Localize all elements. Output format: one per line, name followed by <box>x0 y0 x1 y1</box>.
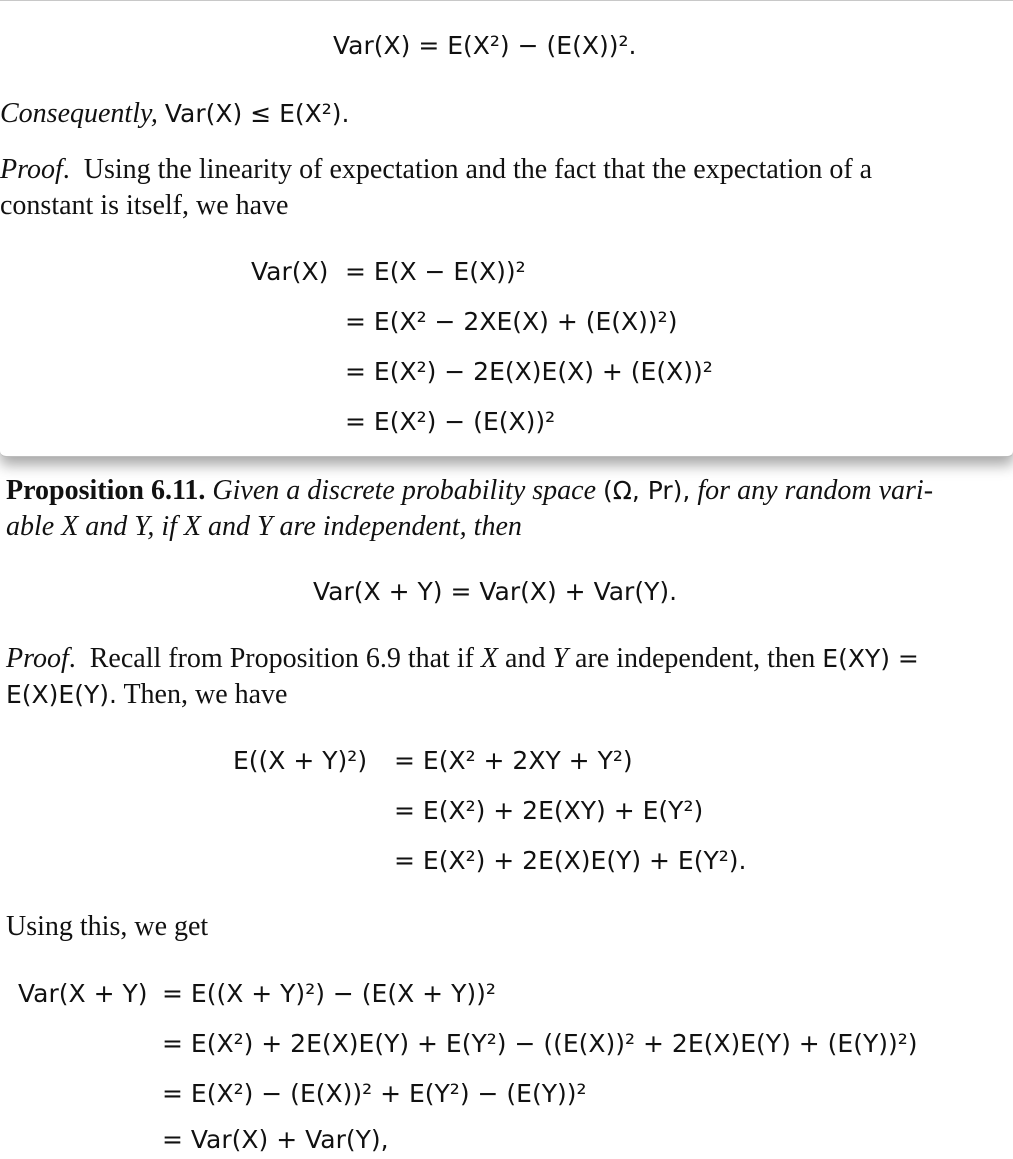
proof-paragraph-line-2: constant is itself, we have <box>0 190 289 221</box>
proposition-text-2: able X and Y, if X and Y are independent, then <box>6 511 522 542</box>
final-row-1: = E((X + Y)²) − (E(X + Y))² <box>162 979 496 1008</box>
proof-paragraph-line-1: Proof. Using the linearity of expectation and the fact that the expectation of a <box>0 154 873 185</box>
derivation-row-1: = E(X − E(X))² <box>345 257 526 286</box>
expansion-row-2: = E(X²) + 2E(XY) + E(Y²) <box>394 796 704 825</box>
expansion-row-1: = E(X² + 2XY + Y²) <box>394 746 633 775</box>
final-row-4: = Var(X) + Var(Y), <box>162 1125 389 1154</box>
proof2-text-then: Then, we have <box>123 679 288 710</box>
previous-page-card <box>0 0 1013 457</box>
proof-text-1: Using the linearity of expectation and the fact that the expectation of a <box>83 154 873 185</box>
proof-label: Proof <box>0 154 63 185</box>
proposition-line-2 <box>6 510 522 544</box>
derivation-row-2: = E(X² − 2XE(X) + (E(X))²) <box>345 307 678 336</box>
expansion-row-3: = E(X²) + 2E(X)E(Y) + E(Y²). <box>394 846 747 875</box>
proof2-text-c: are independent, then <box>575 643 816 674</box>
final-lhs: Var(X + Y) <box>18 979 148 1008</box>
corollary-math: Var(X) ≤ E(X²). <box>164 99 350 128</box>
derivation-lhs: Var(X) <box>251 257 329 286</box>
corollary-line <box>0 97 350 131</box>
proposition-text-b: for any random vari- <box>697 475 934 506</box>
proof2-text-b: and <box>505 643 546 674</box>
proof2-line-2 <box>6 678 288 712</box>
proof2-math-1: E(XY) = <box>822 644 919 673</box>
proposition-line-1 <box>6 474 933 508</box>
final-row-2: = E(X²) + 2E(X)E(Y) + E(Y²) − ((E(X))² + 2E(X)E(Y) + (E(Y))²) <box>162 1029 918 1058</box>
proof2-label: Proof <box>6 643 69 674</box>
proposition-section <box>0 455 1013 1159</box>
derivation-row-3: = E(X²) − 2E(X)E(X) + (E(X))² <box>345 357 713 386</box>
proposition-text-a: Given a discrete probability space <box>212 475 597 506</box>
using-this-line: Using this, we get <box>6 911 209 942</box>
variance-identity-equation: Var(X) = E(X²) − (E(X))². <box>333 31 637 60</box>
proof2-math-2: E(X)E(Y). <box>6 680 117 709</box>
proof2-line-1: Proof. Recall from Proposition 6.9 that if X and Y are independent, then E(XY) = <box>6 643 919 674</box>
proposition-label: Proposition 6.11. <box>6 475 206 506</box>
derivation-row-4: = E(X²) − (E(X))² <box>345 407 556 436</box>
proposition-statement: Var(X + Y) = Var(X) + Var(Y). <box>313 577 678 606</box>
proof2-text-a: Recall from Proposition 6.9 that if <box>89 643 474 674</box>
expansion-lhs: E((X + Y)²) <box>233 746 368 775</box>
probability-space-math: (Ω, Pr), <box>603 476 691 505</box>
final-row-3: = E(X²) − (E(X))² + E(Y²) − (E(Y))² <box>162 1079 587 1108</box>
consequently-word: Consequently, <box>0 98 158 129</box>
